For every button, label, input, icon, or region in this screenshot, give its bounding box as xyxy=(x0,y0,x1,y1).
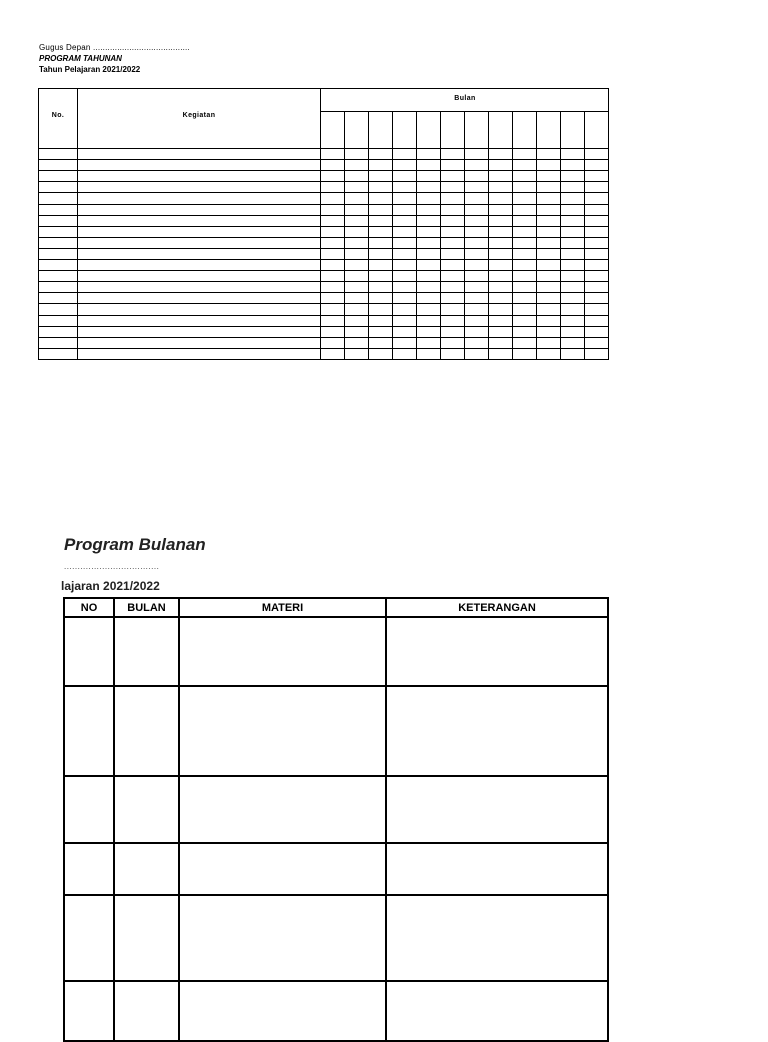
monthly-program-table xyxy=(63,597,609,1042)
cell-bulan[interactable] xyxy=(114,895,179,981)
monthly-header-row xyxy=(64,598,608,617)
cell-materi[interactable] xyxy=(179,776,386,843)
cell-bulan[interactable] xyxy=(114,981,179,1041)
monthly-dotted-line: ................................... xyxy=(64,562,160,571)
row-divider xyxy=(39,170,608,171)
row-divider xyxy=(39,292,608,293)
cell-keterangan[interactable] xyxy=(386,686,608,776)
cell-bulan[interactable] xyxy=(114,776,179,843)
gugus-depan-label: Gugus Depan ........................................ xyxy=(39,43,190,52)
cell-no[interactable] xyxy=(64,843,114,895)
cell-keterangan[interactable] xyxy=(386,981,608,1041)
cell-materi[interactable] xyxy=(179,895,386,981)
header-keterangan: KETERANGAN xyxy=(386,598,608,617)
cell-materi[interactable] xyxy=(179,981,386,1041)
row-divider xyxy=(39,192,608,193)
row-divider xyxy=(39,259,608,260)
table-row xyxy=(64,843,608,895)
monthly-program-title: Program Bulanan xyxy=(64,535,206,554)
row-divider xyxy=(39,181,608,182)
row-divider xyxy=(39,237,608,238)
cell-keterangan[interactable] xyxy=(386,895,608,981)
table-row xyxy=(64,776,608,843)
row-divider xyxy=(39,215,608,216)
header-bulan: Bulan xyxy=(454,95,476,102)
table-row xyxy=(64,686,608,776)
cell-materi[interactable] xyxy=(179,617,386,686)
cell-materi[interactable] xyxy=(179,843,386,895)
header-kegiatan: Kegiatan xyxy=(182,112,216,119)
header-no: NO xyxy=(64,598,114,617)
cell-keterangan[interactable] xyxy=(386,776,608,843)
row-divider xyxy=(39,315,608,316)
cell-bulan[interactable] xyxy=(114,617,179,686)
table-row xyxy=(64,617,608,686)
monthly-year-label: lajaran 2021/2022 xyxy=(61,579,160,593)
cell-keterangan[interactable] xyxy=(386,617,608,686)
row-divider xyxy=(39,303,608,304)
row-divider xyxy=(39,226,608,227)
cell-no[interactable] xyxy=(64,981,114,1041)
annual-year-label: Tahun Pelajaran 2021/2022 xyxy=(39,65,141,74)
annual-program-title: PROGRAM TAHUNAN xyxy=(39,54,122,63)
header-no: No. xyxy=(51,112,65,119)
header-materi: MATERI xyxy=(179,598,386,617)
header-divider xyxy=(39,148,608,149)
row-divider xyxy=(39,270,608,271)
cell-no[interactable] xyxy=(64,617,114,686)
table-row xyxy=(64,981,608,1041)
row-divider xyxy=(39,337,608,338)
row-divider xyxy=(39,159,608,160)
table-row xyxy=(64,895,608,981)
col-divider xyxy=(320,89,321,359)
cell-bulan[interactable] xyxy=(114,686,179,776)
annual-program-table xyxy=(38,88,609,360)
row-divider xyxy=(39,204,608,205)
cell-bulan[interactable] xyxy=(114,843,179,895)
row-divider xyxy=(39,326,608,327)
cell-no[interactable] xyxy=(64,686,114,776)
col-divider xyxy=(77,89,78,359)
row-divider xyxy=(39,348,608,349)
row-divider xyxy=(39,248,608,249)
cell-keterangan[interactable] xyxy=(386,843,608,895)
annual-header xyxy=(39,42,190,75)
cell-no[interactable] xyxy=(64,895,114,981)
header-bulan: BULAN xyxy=(114,598,179,617)
row-divider xyxy=(39,281,608,282)
bulan-divider xyxy=(320,111,608,112)
cell-no[interactable] xyxy=(64,776,114,843)
cell-materi[interactable] xyxy=(179,686,386,776)
